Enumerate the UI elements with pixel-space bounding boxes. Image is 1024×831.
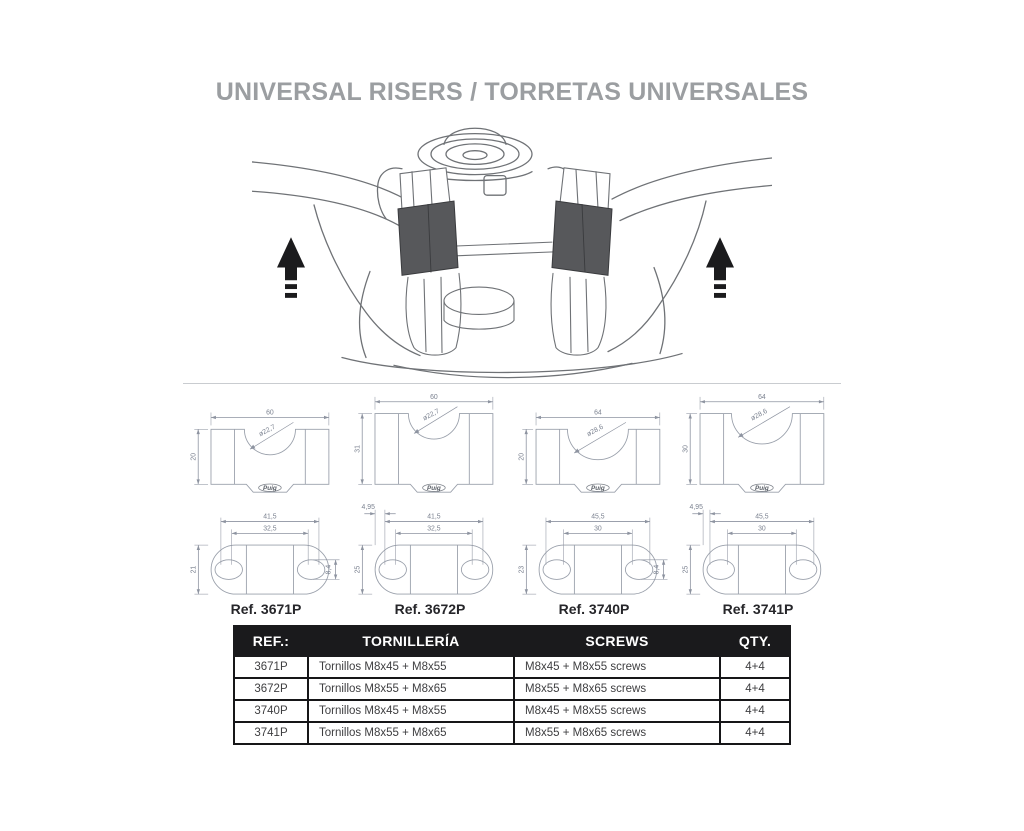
dimension-label: 31 [354,445,362,453]
top-view-drawing [350,500,510,600]
table-header-cell: QTY. [720,626,790,656]
table-row [234,678,790,700]
dimension-label: 8,4 [325,564,333,575]
outline-linework [252,128,772,377]
side-view-drawing [350,388,510,500]
dimension-label: 20 [518,452,526,461]
top-view-drawing [514,500,674,600]
table-row [234,722,790,744]
dimension-label: 64 [594,409,602,417]
table-header-cell: REF.: [234,626,308,656]
dimension-label: 64 [758,393,766,401]
side-view-drawing [514,388,674,500]
screws-spec-table [233,625,791,745]
ref-label: Ref. 3671P [230,601,302,617]
dimension-label: 45,5 [755,513,769,521]
dimension-label: 60 [266,409,274,417]
table-cell: 4+4 [720,678,790,700]
dimension-label: 8,4 [653,564,661,575]
dimension-label: 32,5 [263,525,277,533]
dimension-label: 20 [190,452,198,461]
dimension-label: 21 [190,565,198,574]
technical-drawings [184,388,840,617]
puig-logo: Puig [591,485,605,493]
ref-label: Ref. 3672P [394,601,466,617]
dimension-label: 25 [682,565,690,574]
left-up-arrow-icon [277,237,305,298]
table-header-row [234,626,790,656]
table-row [234,656,790,678]
table-cell: 3741P [234,722,308,744]
dimension-label: 60 [430,393,438,401]
puig-logo: Puig [755,485,769,493]
table-cell: 4+4 [720,656,790,678]
dimension-label: 25 [354,565,362,574]
dimension-label: 23 [518,565,526,574]
page-title: UNIVERSAL RISERS / TORRETAS UNIVERSALES [215,78,809,106]
dimension-label: 4,95 [361,503,375,511]
dimension-label: 41,5 [263,513,277,521]
dimension-label: 30 [758,525,766,533]
table-cell: M8x45 + M8x55 screws [514,700,720,722]
dimension-label: ø28,6 [585,423,605,439]
drawing-column-ref-3672p [348,388,512,617]
table-header-cell: TORNILLERÍA [308,626,514,656]
riser-installation-illustration [252,115,772,379]
separator-line [183,383,841,384]
table-cell: 4+4 [720,722,790,744]
dimension-label: 45,5 [591,513,605,521]
side-view-drawing [186,388,346,500]
dimension-label: ø22,7 [257,423,277,439]
dimension-label: 30 [594,525,602,533]
ref-label: Ref. 3741P [722,601,794,617]
table-cell: M8x45 + M8x55 screws [514,656,720,678]
table-header-cell: SCREWS [514,626,720,656]
ref-label: Ref. 3740P [558,601,630,617]
table-cell: M8x55 + M8x65 screws [514,678,720,700]
dimension-label: 32,5 [427,525,441,533]
drawing-column-ref-3671p [184,388,348,617]
handlebar-clamp-drawing [252,115,772,379]
table-cell: Tornillos M8x45 + M8x55 [308,700,514,722]
right-up-arrow-icon [706,237,734,298]
dimension-label: 4,95 [689,503,703,511]
top-view-drawing [186,500,346,600]
puig-logo: Puig [263,485,277,493]
table-cell: Tornillos M8x55 + M8x65 [308,678,514,700]
table-cell: 3671P [234,656,308,678]
table-cell: M8x55 + M8x65 screws [514,722,720,744]
dimension-label: ø22,7 [421,407,441,423]
drawing-column-ref-3740p [512,388,676,617]
puig-logo: Puig [427,485,441,493]
table-cell: 4+4 [720,700,790,722]
drawing-column-ref-3741p [676,388,840,617]
table-cell: Tornillos M8x45 + M8x55 [308,656,514,678]
dimension-label: ø28,6 [749,407,769,423]
dimension-label: 30 [682,445,690,453]
top-view-drawing [678,500,838,600]
table-cell: 3740P [234,700,308,722]
table-cell: 3672P [234,678,308,700]
table-cell: Tornillos M8x55 + M8x65 [308,722,514,744]
side-view-drawing [678,388,838,500]
dimension-label: 41,5 [427,513,441,521]
table-row [234,700,790,722]
